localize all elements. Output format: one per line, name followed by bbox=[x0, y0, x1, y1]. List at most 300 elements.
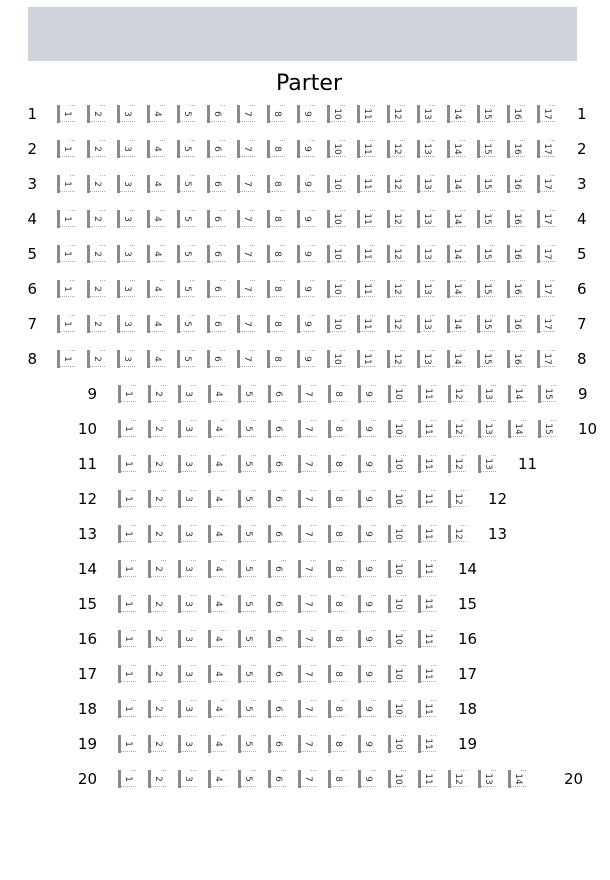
seat[interactable] bbox=[148, 455, 166, 473]
seat[interactable] bbox=[477, 350, 495, 368]
seat[interactable] bbox=[417, 175, 435, 193]
seat[interactable] bbox=[447, 105, 465, 123]
seat[interactable] bbox=[417, 245, 435, 263]
seat[interactable] bbox=[178, 455, 196, 473]
seat[interactable] bbox=[118, 385, 136, 403]
seat[interactable] bbox=[477, 175, 495, 193]
seat[interactable] bbox=[358, 735, 376, 753]
seat[interactable] bbox=[297, 315, 315, 333]
seat-edge bbox=[241, 751, 256, 753]
seat[interactable] bbox=[148, 490, 166, 508]
seat[interactable] bbox=[477, 315, 495, 333]
seat[interactable] bbox=[118, 525, 136, 543]
seat[interactable] bbox=[477, 280, 495, 298]
seat[interactable] bbox=[178, 630, 196, 648]
seat[interactable] bbox=[147, 245, 165, 263]
seat[interactable] bbox=[388, 560, 406, 578]
seat[interactable] bbox=[208, 490, 226, 508]
seat[interactable] bbox=[117, 175, 135, 193]
seat[interactable] bbox=[208, 665, 226, 683]
seat[interactable] bbox=[268, 630, 286, 648]
seat[interactable] bbox=[178, 385, 196, 403]
seat[interactable] bbox=[328, 455, 346, 473]
seat[interactable] bbox=[268, 525, 286, 543]
seat[interactable] bbox=[418, 385, 436, 403]
seat[interactable] bbox=[508, 385, 526, 403]
seat[interactable] bbox=[357, 245, 375, 263]
seat[interactable] bbox=[298, 385, 316, 403]
seat[interactable] bbox=[237, 210, 255, 228]
seat[interactable] bbox=[388, 735, 406, 753]
seat[interactable] bbox=[538, 385, 556, 403]
seat-edge bbox=[331, 646, 346, 648]
seat[interactable] bbox=[117, 105, 135, 123]
seat[interactable] bbox=[328, 630, 346, 648]
seat[interactable] bbox=[328, 385, 346, 403]
seat[interactable] bbox=[298, 665, 316, 683]
seat[interactable] bbox=[297, 350, 315, 368]
seat[interactable] bbox=[537, 210, 555, 228]
seat-edge bbox=[421, 506, 436, 508]
seat[interactable] bbox=[418, 735, 436, 753]
seat[interactable] bbox=[118, 490, 136, 508]
seat[interactable] bbox=[507, 140, 525, 158]
seat[interactable] bbox=[117, 280, 135, 298]
seat[interactable] bbox=[418, 420, 436, 438]
seat[interactable] bbox=[117, 350, 135, 368]
seat[interactable] bbox=[268, 490, 286, 508]
seat[interactable] bbox=[117, 245, 135, 263]
seat[interactable] bbox=[418, 770, 436, 788]
seat[interactable] bbox=[298, 700, 316, 718]
seat[interactable] bbox=[538, 420, 556, 438]
seat[interactable] bbox=[148, 560, 166, 578]
seat[interactable] bbox=[268, 420, 286, 438]
seat[interactable] bbox=[537, 140, 555, 158]
seat-number: 16 bbox=[512, 213, 522, 225]
seat[interactable] bbox=[327, 210, 345, 228]
seat[interactable] bbox=[477, 140, 495, 158]
seat[interactable] bbox=[297, 245, 315, 263]
seat[interactable] bbox=[328, 665, 346, 683]
seat[interactable] bbox=[207, 245, 225, 263]
seat[interactable] bbox=[238, 560, 256, 578]
seat[interactable] bbox=[358, 770, 376, 788]
seat[interactable] bbox=[447, 350, 465, 368]
seat[interactable] bbox=[118, 595, 136, 613]
seat[interactable] bbox=[418, 455, 436, 473]
seat[interactable] bbox=[328, 735, 346, 753]
seat[interactable] bbox=[238, 595, 256, 613]
seat[interactable] bbox=[358, 420, 376, 438]
seat[interactable] bbox=[118, 700, 136, 718]
seat[interactable] bbox=[178, 595, 196, 613]
seat[interactable] bbox=[238, 770, 256, 788]
seat[interactable] bbox=[448, 420, 466, 438]
seat[interactable] bbox=[298, 770, 316, 788]
seat[interactable] bbox=[237, 105, 255, 123]
seat[interactable] bbox=[147, 140, 165, 158]
seat[interactable] bbox=[118, 420, 136, 438]
seat[interactable] bbox=[148, 665, 166, 683]
seat[interactable] bbox=[537, 105, 555, 123]
seat[interactable] bbox=[268, 735, 286, 753]
seat[interactable] bbox=[177, 280, 195, 298]
seat[interactable] bbox=[358, 700, 376, 718]
seat[interactable] bbox=[417, 140, 435, 158]
seat[interactable] bbox=[418, 665, 436, 683]
seat[interactable] bbox=[388, 385, 406, 403]
seat[interactable] bbox=[118, 560, 136, 578]
seat[interactable] bbox=[297, 210, 315, 228]
seat[interactable] bbox=[57, 350, 75, 368]
seat[interactable] bbox=[298, 490, 316, 508]
seat[interactable] bbox=[178, 770, 196, 788]
seat[interactable] bbox=[478, 770, 496, 788]
seat[interactable] bbox=[87, 315, 105, 333]
seat[interactable] bbox=[298, 525, 316, 543]
seat[interactable] bbox=[118, 630, 136, 648]
seat[interactable] bbox=[387, 210, 405, 228]
seat[interactable] bbox=[207, 280, 225, 298]
seat[interactable] bbox=[417, 350, 435, 368]
seat-edge bbox=[540, 296, 555, 298]
seat[interactable] bbox=[298, 630, 316, 648]
seat[interactable] bbox=[388, 700, 406, 718]
seat[interactable] bbox=[447, 245, 465, 263]
seat[interactable] bbox=[238, 490, 256, 508]
seat[interactable] bbox=[178, 700, 196, 718]
seat[interactable] bbox=[148, 595, 166, 613]
seat[interactable] bbox=[388, 595, 406, 613]
seat[interactable] bbox=[387, 140, 405, 158]
seat[interactable] bbox=[508, 770, 526, 788]
seat[interactable] bbox=[358, 525, 376, 543]
seat[interactable] bbox=[147, 315, 165, 333]
seat[interactable] bbox=[507, 280, 525, 298]
seat[interactable] bbox=[208, 560, 226, 578]
seat[interactable] bbox=[268, 665, 286, 683]
seat[interactable] bbox=[267, 315, 285, 333]
seat[interactable] bbox=[238, 700, 256, 718]
seat-number: 9 bbox=[363, 601, 373, 607]
seat[interactable] bbox=[328, 560, 346, 578]
seat[interactable] bbox=[357, 280, 375, 298]
seat[interactable] bbox=[238, 420, 256, 438]
seat[interactable] bbox=[148, 770, 166, 788]
seat[interactable] bbox=[358, 455, 376, 473]
seat[interactable] bbox=[208, 385, 226, 403]
seat[interactable] bbox=[477, 105, 495, 123]
seat[interactable] bbox=[328, 700, 346, 718]
seat[interactable] bbox=[327, 140, 345, 158]
seat[interactable] bbox=[207, 210, 225, 228]
seat[interactable] bbox=[297, 140, 315, 158]
seat[interactable] bbox=[238, 665, 256, 683]
seat[interactable] bbox=[417, 280, 435, 298]
seat[interactable] bbox=[447, 140, 465, 158]
seat[interactable] bbox=[147, 280, 165, 298]
seat[interactable] bbox=[417, 315, 435, 333]
seat[interactable] bbox=[477, 210, 495, 228]
seat[interactable] bbox=[417, 105, 435, 123]
seat[interactable] bbox=[268, 455, 286, 473]
seat-edge bbox=[211, 506, 226, 508]
seat[interactable] bbox=[267, 175, 285, 193]
seat[interactable] bbox=[448, 385, 466, 403]
seat[interactable] bbox=[178, 735, 196, 753]
seat[interactable] bbox=[148, 700, 166, 718]
seat[interactable] bbox=[537, 315, 555, 333]
seat[interactable] bbox=[357, 350, 375, 368]
seat[interactable] bbox=[87, 245, 105, 263]
seat-number: 2 bbox=[153, 636, 163, 642]
seat[interactable] bbox=[388, 455, 406, 473]
seat[interactable] bbox=[177, 315, 195, 333]
seat[interactable] bbox=[87, 350, 105, 368]
seat[interactable] bbox=[328, 490, 346, 508]
seat[interactable] bbox=[267, 280, 285, 298]
seat[interactable] bbox=[208, 735, 226, 753]
seat[interactable] bbox=[507, 245, 525, 263]
seat[interactable] bbox=[148, 630, 166, 648]
seat[interactable] bbox=[327, 245, 345, 263]
seat[interactable] bbox=[238, 735, 256, 753]
seat[interactable] bbox=[237, 175, 255, 193]
seat[interactable] bbox=[57, 140, 75, 158]
seat[interactable] bbox=[118, 455, 136, 473]
seat[interactable] bbox=[328, 525, 346, 543]
seat[interactable] bbox=[267, 350, 285, 368]
seat[interactable] bbox=[237, 280, 255, 298]
seat[interactable] bbox=[507, 175, 525, 193]
seat[interactable] bbox=[327, 280, 345, 298]
seat[interactable] bbox=[208, 595, 226, 613]
seat[interactable] bbox=[237, 350, 255, 368]
seat[interactable] bbox=[268, 385, 286, 403]
seat[interactable] bbox=[87, 140, 105, 158]
seat[interactable] bbox=[57, 245, 75, 263]
seat[interactable] bbox=[267, 105, 285, 123]
seat[interactable] bbox=[148, 735, 166, 753]
seat-edge bbox=[240, 366, 255, 368]
seat[interactable] bbox=[507, 315, 525, 333]
seat[interactable] bbox=[447, 175, 465, 193]
seat[interactable] bbox=[208, 770, 226, 788]
seat[interactable] bbox=[208, 455, 226, 473]
seat[interactable] bbox=[507, 210, 525, 228]
seat[interactable] bbox=[268, 700, 286, 718]
seat-number: 17 bbox=[542, 318, 552, 330]
seat[interactable] bbox=[267, 245, 285, 263]
seat[interactable] bbox=[177, 245, 195, 263]
seat[interactable] bbox=[268, 560, 286, 578]
seat[interactable] bbox=[358, 665, 376, 683]
seat[interactable] bbox=[357, 105, 375, 123]
seat[interactable] bbox=[418, 630, 436, 648]
seat[interactable] bbox=[448, 525, 466, 543]
seat[interactable] bbox=[297, 105, 315, 123]
seat[interactable] bbox=[87, 210, 105, 228]
seat[interactable] bbox=[207, 105, 225, 123]
seat[interactable] bbox=[418, 560, 436, 578]
seat[interactable] bbox=[537, 245, 555, 263]
seat[interactable] bbox=[177, 350, 195, 368]
seat[interactable] bbox=[178, 665, 196, 683]
seat[interactable] bbox=[147, 350, 165, 368]
seat[interactable] bbox=[327, 175, 345, 193]
seat[interactable] bbox=[478, 385, 496, 403]
seat[interactable] bbox=[267, 140, 285, 158]
seat[interactable] bbox=[147, 175, 165, 193]
seat[interactable] bbox=[478, 420, 496, 438]
seat[interactable] bbox=[238, 455, 256, 473]
seat[interactable] bbox=[387, 350, 405, 368]
seat[interactable] bbox=[268, 595, 286, 613]
seat[interactable] bbox=[268, 770, 286, 788]
seat[interactable] bbox=[147, 105, 165, 123]
seat[interactable] bbox=[418, 700, 436, 718]
seat[interactable] bbox=[177, 105, 195, 123]
seat[interactable] bbox=[507, 105, 525, 123]
seat[interactable] bbox=[478, 455, 496, 473]
seat[interactable] bbox=[358, 595, 376, 613]
seat[interactable] bbox=[57, 315, 75, 333]
seat[interactable] bbox=[178, 420, 196, 438]
seat[interactable] bbox=[57, 210, 75, 228]
seat[interactable] bbox=[117, 315, 135, 333]
seat[interactable] bbox=[327, 315, 345, 333]
seat[interactable] bbox=[117, 140, 135, 158]
seat[interactable] bbox=[447, 315, 465, 333]
seat[interactable] bbox=[418, 595, 436, 613]
seat[interactable] bbox=[178, 490, 196, 508]
row-label-left: 7 bbox=[27, 315, 37, 333]
seat[interactable] bbox=[388, 420, 406, 438]
seat[interactable] bbox=[298, 595, 316, 613]
seat[interactable] bbox=[387, 315, 405, 333]
seat[interactable] bbox=[57, 175, 75, 193]
seat[interactable] bbox=[237, 140, 255, 158]
seat[interactable] bbox=[237, 315, 255, 333]
seat[interactable] bbox=[537, 350, 555, 368]
seat[interactable] bbox=[57, 105, 75, 123]
seat[interactable] bbox=[507, 350, 525, 368]
seat[interactable] bbox=[537, 175, 555, 193]
seat[interactable] bbox=[328, 420, 346, 438]
seat[interactable] bbox=[207, 315, 225, 333]
seat[interactable] bbox=[358, 560, 376, 578]
seat-edge bbox=[180, 331, 195, 333]
seat[interactable] bbox=[148, 420, 166, 438]
seat[interactable] bbox=[447, 210, 465, 228]
seat[interactable] bbox=[357, 315, 375, 333]
seat[interactable] bbox=[388, 630, 406, 648]
seat[interactable] bbox=[448, 455, 466, 473]
seat[interactable] bbox=[327, 350, 345, 368]
seat[interactable] bbox=[297, 280, 315, 298]
seat[interactable] bbox=[418, 490, 436, 508]
seat[interactable] bbox=[148, 385, 166, 403]
seat[interactable] bbox=[207, 140, 225, 158]
seat[interactable] bbox=[388, 490, 406, 508]
seat[interactable] bbox=[388, 525, 406, 543]
seat-edge bbox=[90, 296, 105, 298]
seat[interactable] bbox=[177, 140, 195, 158]
seat[interactable] bbox=[178, 560, 196, 578]
seat[interactable] bbox=[508, 420, 526, 438]
seat-edge bbox=[540, 261, 555, 263]
seat[interactable] bbox=[448, 770, 466, 788]
seat[interactable] bbox=[207, 350, 225, 368]
seat-number: 2 bbox=[153, 531, 163, 537]
seat[interactable] bbox=[87, 175, 105, 193]
seat[interactable] bbox=[148, 525, 166, 543]
seat[interactable] bbox=[418, 525, 436, 543]
seat-edge bbox=[360, 366, 375, 368]
seat[interactable] bbox=[447, 280, 465, 298]
seat[interactable] bbox=[178, 525, 196, 543]
seat[interactable] bbox=[388, 665, 406, 683]
seat[interactable] bbox=[87, 105, 105, 123]
seat[interactable] bbox=[387, 245, 405, 263]
seat[interactable] bbox=[298, 560, 316, 578]
seat[interactable] bbox=[327, 105, 345, 123]
seat[interactable] bbox=[117, 210, 135, 228]
seat[interactable] bbox=[298, 735, 316, 753]
seat[interactable] bbox=[358, 490, 376, 508]
seat[interactable] bbox=[387, 280, 405, 298]
seat[interactable] bbox=[238, 630, 256, 648]
seat[interactable] bbox=[537, 280, 555, 298]
seat-edge bbox=[181, 541, 196, 543]
seat[interactable] bbox=[387, 175, 405, 193]
seat[interactable] bbox=[177, 175, 195, 193]
seat[interactable] bbox=[237, 245, 255, 263]
seat[interactable] bbox=[87, 280, 105, 298]
seat[interactable] bbox=[298, 455, 316, 473]
seat[interactable] bbox=[328, 770, 346, 788]
seat[interactable] bbox=[177, 210, 195, 228]
seat[interactable] bbox=[358, 385, 376, 403]
seat[interactable] bbox=[358, 630, 376, 648]
seat[interactable] bbox=[387, 105, 405, 123]
seat[interactable] bbox=[477, 245, 495, 263]
seat[interactable] bbox=[297, 175, 315, 193]
seat[interactable] bbox=[57, 280, 75, 298]
seat[interactable] bbox=[328, 595, 346, 613]
seat[interactable] bbox=[118, 770, 136, 788]
seat[interactable] bbox=[208, 630, 226, 648]
seat[interactable] bbox=[298, 420, 316, 438]
seat[interactable] bbox=[267, 210, 285, 228]
seat[interactable] bbox=[448, 490, 466, 508]
seat[interactable] bbox=[388, 770, 406, 788]
seat[interactable] bbox=[208, 700, 226, 718]
seat[interactable] bbox=[357, 210, 375, 228]
seat[interactable] bbox=[118, 665, 136, 683]
seat[interactable] bbox=[208, 420, 226, 438]
seat[interactable] bbox=[417, 210, 435, 228]
seat[interactable] bbox=[238, 525, 256, 543]
seat[interactable] bbox=[238, 385, 256, 403]
seat[interactable] bbox=[207, 175, 225, 193]
seat[interactable] bbox=[118, 735, 136, 753]
seat[interactable] bbox=[357, 175, 375, 193]
seat[interactable] bbox=[147, 210, 165, 228]
seat[interactable] bbox=[357, 140, 375, 158]
seat[interactable] bbox=[208, 525, 226, 543]
